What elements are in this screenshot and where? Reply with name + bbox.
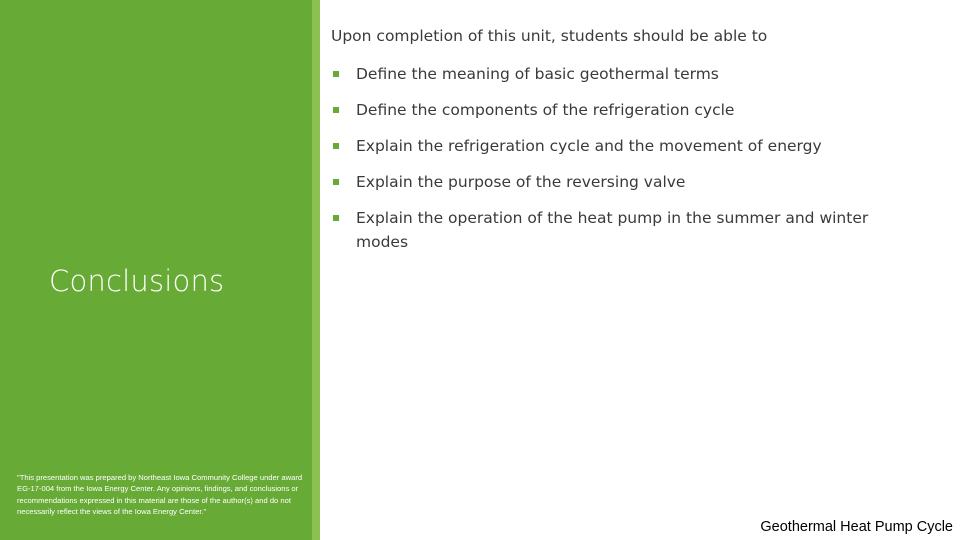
objective-text: Define the components of the refrigeration cycle <box>356 101 735 119</box>
objective-text: Explain the refrigeration cycle and the movement of energy <box>356 137 822 155</box>
objectives-list <box>333 62 913 266</box>
objective-item <box>333 206 913 254</box>
square-bullet-icon <box>333 71 339 77</box>
square-bullet-icon <box>333 215 339 221</box>
objective-text: Define the meaning of basic geothermal terms <box>356 65 719 83</box>
square-bullet-icon <box>333 107 339 113</box>
objective-text: Explain the operation of the heat pump in the summer and winter modes <box>356 209 869 251</box>
objective-item <box>333 134 913 158</box>
objective-item <box>333 170 913 194</box>
objective-item <box>333 98 913 122</box>
title-panel <box>0 0 312 540</box>
slide-title: Conclusions <box>49 264 225 298</box>
objective-text: Explain the purpose of the reversing valve <box>356 173 686 191</box>
accent-stripe <box>312 0 320 540</box>
slide-footer: Geothermal Heat Pump Cycle <box>760 519 953 535</box>
objectives-intro: Upon completion of this unit, students should be able to <box>331 27 768 45</box>
square-bullet-icon <box>333 179 339 185</box>
objective-item <box>333 62 913 86</box>
square-bullet-icon <box>333 143 339 149</box>
funding-disclaimer: "This presentation was prepared by Northeast Iowa Community College under award EG-17-004 from the Iowa Energy Center. Any opinions, findings, and conclusions or recommendations expressed in this material are those of the author(s) and do not necessarily reflect the views of the Iowa Energy Center." <box>17 473 303 517</box>
